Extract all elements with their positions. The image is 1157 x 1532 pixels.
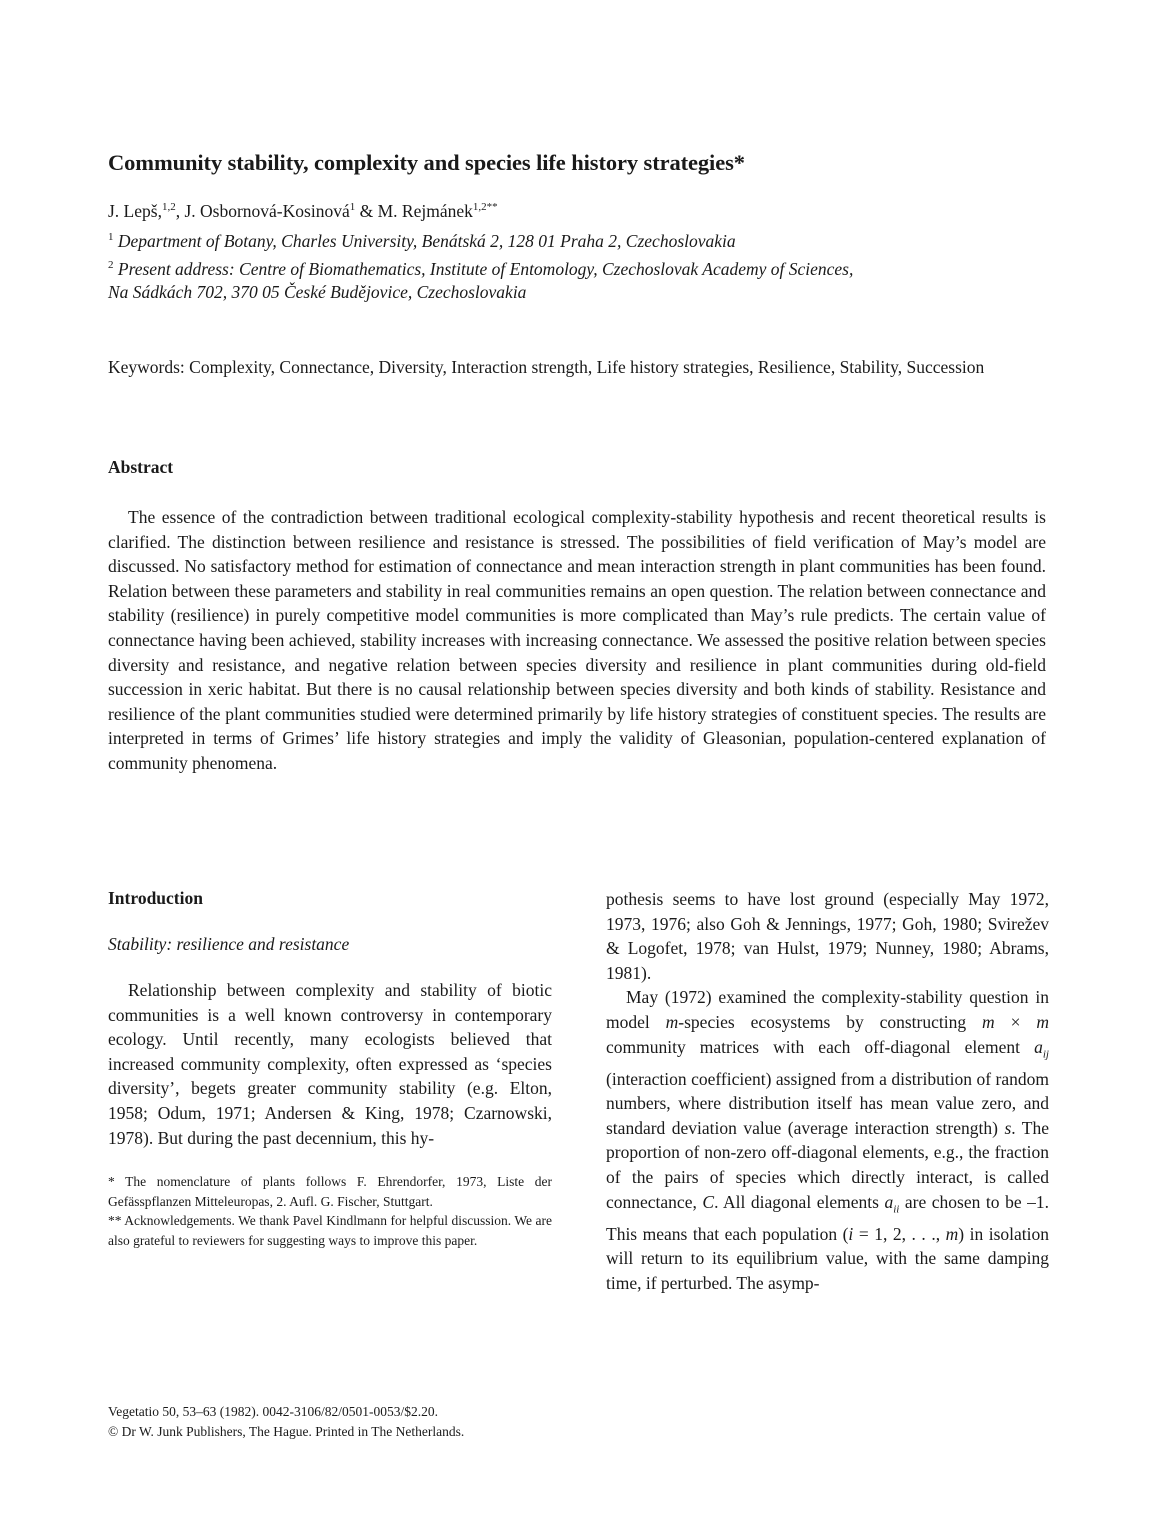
- text-run: . The proportion of non-zero off-diagonal elements, e.g., the fraction of the pairs of species which directly interact, is called connectance,: [606, 1117, 1049, 1212]
- math-base: a: [1034, 1036, 1043, 1057]
- affiliation-1: [108, 230, 1068, 252]
- affiliation-text: Present address: Centre of Biomathematics, Institute of Entomology, Czechoslovak Academy of Sciences,: [117, 259, 854, 279]
- math-subscript: ii: [893, 1203, 900, 1216]
- math-variable: [884, 1191, 900, 1216]
- publisher-copyright: © Dr W. Junk Publishers, The Hague. Printed in The Netherlands.: [108, 1424, 465, 1439]
- left-column: [108, 887, 552, 1251]
- math-variable: s: [1004, 1117, 1012, 1138]
- math-variable: m: [665, 1011, 679, 1032]
- affiliation-mark: 1: [108, 231, 114, 243]
- math-variable: m: [982, 1011, 995, 1032]
- body-paragraph-continued: pothesis seems to have lost ground (especially May 1972, 1973, 1976; also Goh & Jennings, 1977; Goh, 1980; Svirežev & Logofet, 1978; van Hulst, 1979; Nunney, 1980; Abrams, 1981).: [606, 889, 1049, 983]
- author-name: J. Lepš,: [108, 201, 162, 221]
- affiliation-text: Department of Botany, Charles University, Benátská 2, 128 01 Praha 2, Czechoslovakia: [117, 231, 736, 251]
- math-operator: ×: [994, 1011, 1037, 1032]
- author-name: M. Rejmánek: [377, 201, 473, 221]
- author-affiliation-mark: 1,2**: [472, 201, 498, 213]
- math-variable: m: [945, 1223, 959, 1244]
- footnote: * The nomenclature of plants follows F. Ehrendorfer, 1973, Liste der Gefässpflanzen Mitteleuropas, 2. Aufl. G. Fischer, Stuttgart.: [108, 1174, 552, 1209]
- author-name: J. Osbornová-Kosinová: [184, 201, 350, 221]
- author-separator: &: [355, 201, 378, 221]
- math-variable: [1034, 1036, 1049, 1061]
- affiliation-mark: 2: [108, 259, 114, 271]
- math-variable: m: [1036, 1011, 1050, 1032]
- text-run: community matrices with each off-diagonal element: [606, 1036, 1035, 1057]
- keywords-list: Complexity, Connectance, Diversity, Interaction strength, Life history strategies, Resilience, Stability, Succession: [189, 357, 985, 377]
- keywords: [108, 355, 1048, 380]
- text-run: ) in isolation will return to its equilibrium value, with the same damping time, if perturbed. The asymp-: [606, 1223, 1049, 1293]
- journal-imprint: [108, 1402, 608, 1442]
- journal-citation: Vegetatio 50, 53–63 (1982). 0042-3106/82/0501-0053/$2.20.: [108, 1404, 438, 1419]
- author-separator: ,: [175, 201, 185, 221]
- math-subscript: ij: [1042, 1048, 1049, 1061]
- math-base: a: [884, 1191, 894, 1212]
- math-variable: i: [848, 1223, 854, 1244]
- abstract-text: The essence of the contradiction between traditional ecological complexity-stability hypothesis and recent theoretical results is clarified. The distinction between resilience and resistance is stressed. The possibilities of field verification of May’s model are discussed. No satisfactory method for estimation of connectance and mean interaction strength in plant communities has been found. Relation between these parameters and stability in real communities remains an open question. The relation between connectance and stability (resilience) in purely competitive model communities is more complicated than May’s rule predicts. The certain value of connectance having been achieved, stability increases with increasing connectance. We assessed the positive relation between species diversity and resistance, and negative relation between species diversity and resilience in plant communities during old-field succession in xeric habitat. But there is no causal relationship between species diversity and both kinds of stability. Resistance and resilience of the plant communities studied were determined primarily by life history strategies of constituent species. The results are interpreted in terms of Grimes’ life history strategies and imply the validity of Gleasonian, population-centered explanation of community phenomena.: [108, 507, 1046, 773]
- right-column: [606, 887, 1049, 1296]
- author-list: [108, 200, 1068, 222]
- text-run: (interaction coefficient) assigned from a distribution of random numbers, where distribution itself has mean value zero, and standard deviation value (average interaction strength): [606, 1068, 1049, 1138]
- text-run: are chosen to be –1. This means that each population (: [606, 1191, 1050, 1244]
- footnotes: [108, 1172, 552, 1250]
- abstract-heading: Abstract: [108, 457, 174, 477]
- keywords-label: Keywords:: [108, 357, 185, 377]
- text-run: May (1972) examined the complexity-stability question in model: [606, 987, 1049, 1032]
- body-paragraph: Relationship between complexity and stability of biotic communities is a well known controversy in contemporary ecology. Until recently, many ecologists believed that increased community complexity, often expressed as ‘species diversity’, begets greater community stability (e.g. Elton, 1958; Odum, 1971; Andersen & King, 1978; Czarnowski, 1978). But during the past decennium, this hy-: [108, 980, 552, 1148]
- body-paragraph: [606, 985, 1049, 1295]
- math-variable: C: [702, 1191, 715, 1212]
- subsection-heading: Stability: resilience and resistance: [108, 934, 350, 954]
- footnote: ** Acknowledgements. We thank Pavel Kindlmann for helpful discussion. We are also grateful to reviewers for suggesting ways to improve this paper.: [108, 1213, 552, 1248]
- affiliation-2: [108, 258, 1068, 280]
- section-heading-introduction: Introduction: [108, 888, 203, 908]
- affiliation-2-continued: Na Sádkách 702, 370 05 České Budějovice, Czechoslovakia: [108, 282, 527, 302]
- text-run: -species ecosystems by constructing: [678, 1011, 983, 1032]
- author-affiliation-mark: 1: [349, 201, 356, 213]
- text-run: = 1, 2, . . .,: [853, 1223, 946, 1244]
- text-run: . All diagonal elements: [714, 1191, 885, 1212]
- article-title: Community stability, complexity and species life history strategies*: [108, 150, 745, 175]
- author-affiliation-mark: 1,2: [161, 201, 176, 213]
